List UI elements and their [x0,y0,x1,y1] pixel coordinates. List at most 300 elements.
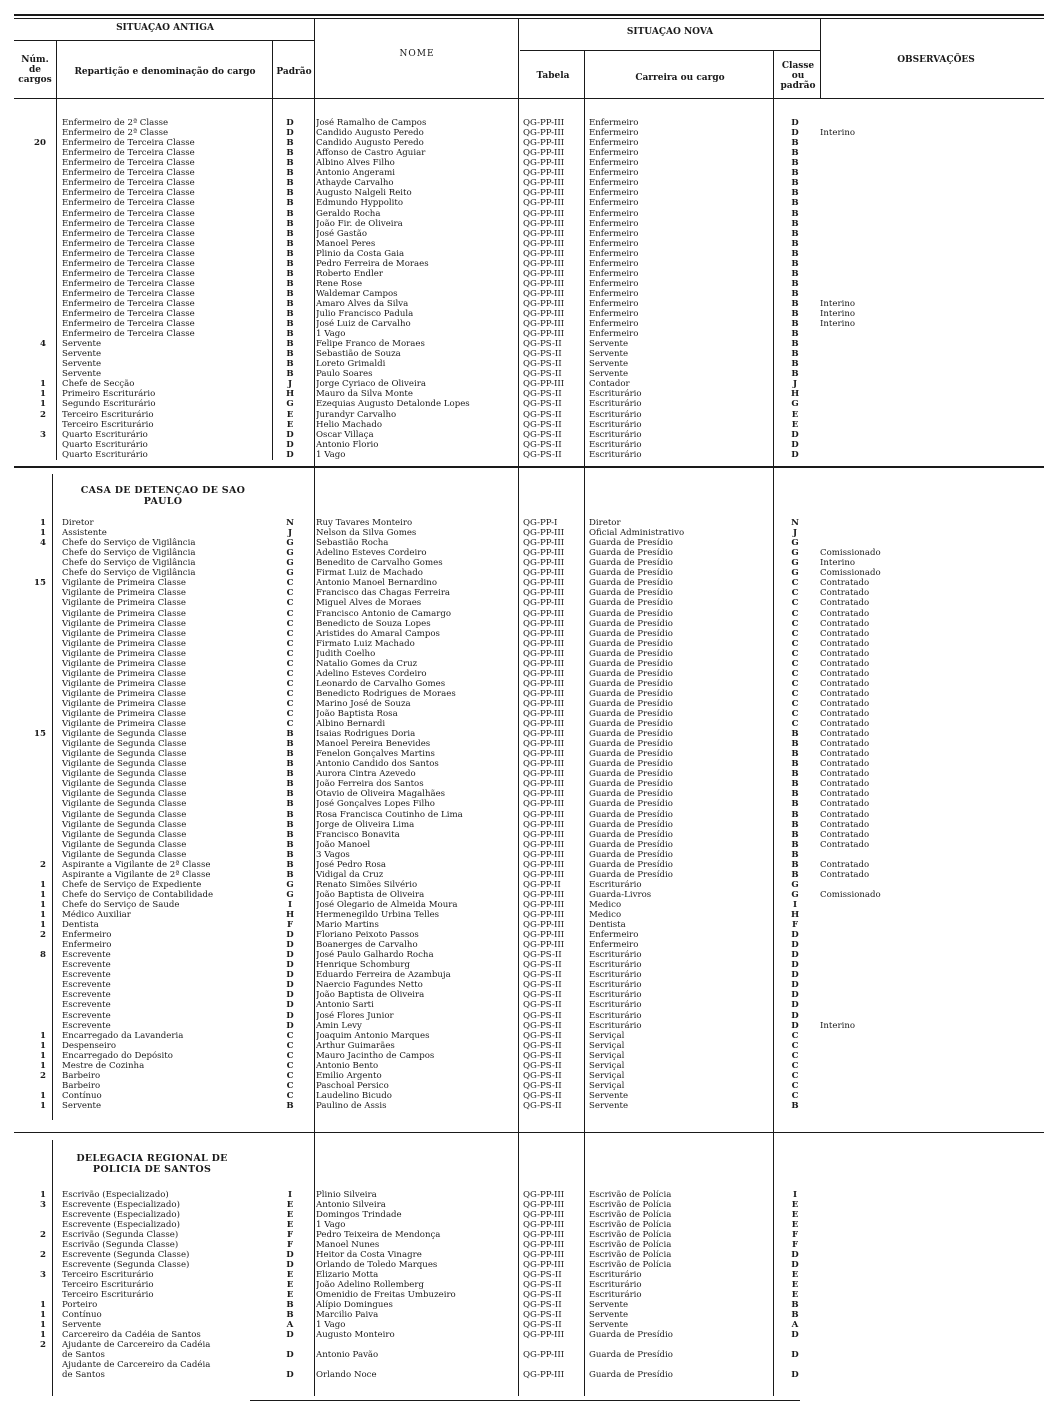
table-row [0,1280,1055,1290]
cargo-cell: Vigilante de Primeira Classe [62,709,186,719]
carreira-cell: Guarda de Presídio [589,759,673,770]
nome-cell: Antonio Florio [316,439,379,450]
obs-cell: Interino [820,128,856,139]
tabela-cell: QG-PS-II [523,960,562,971]
carreira-cell: Guarda de Presídio [589,1330,673,1340]
tabela-cell: QG-PP-III [523,1350,565,1360]
classe-cell: G [791,568,799,579]
carreira-cell: Enfermeiro [589,158,639,169]
padrao-cell: N [286,518,294,528]
padrao-cell: J [287,379,293,390]
table-row [0,518,1055,528]
nome-cell: José Pedro Rosa [316,859,387,870]
padrao-cell: A [286,1320,294,1330]
padrao-cell: B [286,309,294,319]
padrao-cell: C [286,1080,294,1091]
tabela-cell: QG-PP-III [523,548,565,559]
padrao-cell: H [285,910,295,920]
obs-cell: Contratado [820,769,870,780]
nome-cell: 1 Vago [316,449,346,460]
carreira-cell: Guarda de Presídio [589,789,673,800]
cargo-cell: Vigilante de Primeira Classe [62,618,186,629]
tabela-cell: QG-PS-II [523,409,562,420]
carreira-cell: Escrivão de Polícia [589,1250,672,1260]
padrao-cell: C [286,678,294,689]
nome-cell: Athayde Carvalho [316,178,394,189]
padrao-cell: B [286,849,294,860]
table-row [0,389,1055,399]
carreira-cell: Enfermeiro [589,188,639,199]
table-row [0,1061,1055,1071]
classe-cell: E [791,409,799,420]
nome-cell: Alípio Domingues [316,1300,393,1310]
nome-cell: Adelino Esteves Cordeiro [316,548,427,559]
carreira-cell: Guarda de Presídio [589,578,673,589]
cargo-cell: Terceiro Escriturário [62,419,154,430]
carreira-cell: Escriturário [589,399,642,410]
nome-cell: Jurandyr Carvalho [316,409,397,420]
carreira-cell: Escriturário [589,1290,642,1300]
tabela-cell: QG-PS-II [523,1070,562,1081]
padrao-cell: D [286,1010,294,1021]
cargo-cell: Escrevente (Segunda Classe) [62,1250,190,1260]
cargo-cell: Enfermeiro de Terceira Classe [62,168,195,179]
carreira-cell: Guarda de Presídio [589,729,673,740]
tabela-cell: QG-PS-II [523,419,562,430]
obs-cell: Interino [820,309,856,319]
table-row [0,960,1055,970]
carreira-cell: Guarda de Presídio [589,849,673,860]
table-row [0,578,1055,588]
nome-cell: Firmato Luiz Machado [316,638,415,649]
carreira-cell: Enfermeiro [589,128,639,139]
classe-cell: C [791,678,799,689]
section-title: CASA DE DETENÇAO DE SAO PAULO [80,485,246,507]
carreira-cell: Serviçal [589,1060,625,1071]
carreira-cell: Guarda de Presídio [589,648,673,659]
carreira-cell: Enfermeiro [589,258,639,269]
cargo-cell: Aspirante a Vigilante de 2ª Classe [62,859,211,870]
carreira-cell: Servente [589,349,629,360]
top-rule-thin [14,18,1044,19]
tabela-cell: QG-PP-III [523,1330,565,1340]
nome-cell: Roberto Endler [316,268,383,279]
cargo-cell: Escrevente [62,980,111,991]
classe-cell: D [791,1250,799,1260]
padrao-cell: G [286,399,294,410]
padrao-cell: B [286,168,294,179]
classe-cell: D [791,940,799,951]
padrao-cell: B [286,218,294,229]
nome-cell: Augusto Monteiro [316,1330,395,1340]
carreira-cell: Contador [589,379,630,390]
carreira-cell: Enfermeiro [589,288,639,299]
classe-cell: C [791,688,799,699]
padrao-cell: G [286,889,294,900]
table-row [0,369,1055,379]
padrao-cell: D [286,1370,294,1380]
padrao-cell: D [286,1330,294,1340]
classe-cell: B [791,178,799,189]
classe-cell: B [791,839,799,850]
header-situacao-nova: SITUAÇAO NOVA [626,27,714,37]
carreira-cell: Guarda de Presídio [589,538,673,549]
padrao-cell: G [286,558,294,569]
tabela-cell: QG-PS-II [523,1290,562,1300]
table-row [0,980,1055,990]
cargo-cell: Vigilante de Primeira Classe [62,698,186,709]
table-row [0,1051,1055,1061]
num-cell: 1 [40,1060,46,1071]
classe-cell: B [791,188,799,199]
nome-cell: Jorge Cyriaco de Oliveira [316,379,426,390]
cargo-cell: Enfermeiro de Terceira Classe [62,278,195,289]
tabela-cell: QG-PS-II [523,1000,562,1011]
nome-cell: José Ramalho de Campos [316,118,427,128]
classe-cell: C [791,1070,799,1081]
tabela-cell: QG-PP-III [523,598,565,609]
tabela-cell: QG-PP-III [523,558,565,569]
tabela-cell: QG-PP-III [523,739,565,750]
tabela-cell: QG-PP-III [523,789,565,800]
classe-cell: C [791,648,799,659]
table-row [0,1031,1055,1041]
tabela-cell: QG-PP-III [523,128,565,139]
nome-cell: Manoel Peres [316,238,376,249]
cargo-cell: Enfermeiro de Terceira Classe [62,319,195,329]
cargo-cell: Escrevente [62,970,111,981]
nome-cell: Augusto Nalgeli Reito [316,188,412,199]
cargo-cell: Servente [62,339,102,350]
tabela-cell: QG-PP-III [523,869,565,880]
nome-cell: Rosa Francisca Coutinho de Lima [316,809,463,820]
padrao-cell: B [286,729,294,740]
nome-cell: Paulino de Assis [316,1100,387,1111]
obs-cell: Interino [820,1020,856,1031]
cargo-cell: Vigilante de Primeira Classe [62,608,186,619]
table-row [0,339,1055,349]
tabela-cell: QG-PS-II [523,1090,562,1101]
tabela-cell: QG-PS-II [523,970,562,981]
nome-cell: Pedro Ferreira de Moraes [316,258,429,269]
carreira-cell: Guarda de Presídio [589,678,673,689]
table-row [0,1021,1055,1031]
padrao-cell: B [286,158,294,169]
num-cell: 2 [40,859,46,870]
cargo-cell: Vigilante de Segunda Classe [62,739,187,750]
padrao-cell: C [286,638,294,649]
table-row [0,1310,1055,1320]
table-row [0,168,1055,178]
table-row [0,1041,1055,1051]
cargo-cell: Enfermeiro de Terceira Classe [62,188,195,199]
table-row [0,920,1055,930]
table-row [0,538,1055,548]
classe-cell: B [791,168,799,179]
obs-cell: Contratado [820,719,870,729]
nome-cell: José Luiz de Carvalho [316,319,411,329]
cargo-cell: Vigilante de Segunda Classe [62,789,187,800]
cargo-cell: Vigilante de Segunda Classe [62,779,187,790]
padrao-cell: C [286,719,294,729]
padrao-cell: B [286,288,294,299]
tabela-cell: QG-PS-II [523,1060,562,1071]
nome-cell: Oscar Villaça [316,429,374,440]
cargo-cell: Dentista [62,920,99,930]
carreira-cell: Enfermeiro [589,248,639,259]
nome-cell: Emilio Argento [316,1070,382,1081]
table-row [0,219,1055,229]
tabela-cell: QG-PP-III [523,839,565,850]
obs-cell: Contratado [820,688,870,699]
cargo-cell: Escrevente [62,1020,111,1031]
padrao-cell: D [286,1250,294,1260]
nome-cell: Manoel Nunes [316,1240,380,1250]
cargo-cell: Escrevente (Segunda Classe) [62,1260,190,1270]
tabela-cell: QG-PP-III [523,379,565,390]
tabela-cell: QG-PP-III [523,319,565,329]
carreira-cell: Escriturário [589,439,642,450]
cargo-cell: Chefe do Serviço de Vigilância [62,548,196,559]
padrao-cell: B [286,208,294,219]
table-row [0,1370,1055,1380]
tabela-cell: QG-PS-II [523,950,562,961]
table-row [0,1230,1055,1240]
cargo-cell: Vigilante de Segunda Classe [62,799,187,810]
cargo-cell: Chefe de Secção [62,379,135,390]
table-row [0,1260,1055,1270]
carreira-cell: Guarda de Presídio [589,1350,673,1360]
nome-cell: Francisco Bonavita [316,829,400,840]
table-row [0,598,1055,608]
tabela-cell: QG-PP-III [523,608,565,619]
classe-cell: C [791,1030,799,1041]
obs-cell: Contratado [820,608,870,619]
carreira-cell: Servente [589,1320,629,1330]
cargo-cell: Escrivão (Segunda Classe) [62,1240,179,1250]
tabela-cell: QG-PP-III [523,779,565,790]
nome-cell: Paulo Soares [316,369,373,380]
table-row [0,639,1055,649]
nome-cell: Miguel Alves de Moraes [316,598,422,609]
padrao-cell: C [286,1060,294,1071]
nome-cell: Ezequias Augusto Detalonde Lopes [316,399,470,410]
nome-cell: Antonio Sarti [316,1000,374,1011]
carreira-cell: Guarda de Presídio [589,869,673,880]
padrao-cell: G [286,538,294,549]
carreira-cell: Oficial Administrativo [589,528,685,539]
classe-cell: A [791,1320,799,1330]
tabela-cell: QG-PS-II [523,990,562,1001]
obs-cell: Contratado [820,578,870,589]
nome-cell: Waldemar Campos [316,288,398,299]
carreira-cell: Escrivão de Polícia [589,1200,672,1210]
classe-cell: B [791,309,799,319]
nome-cell: José Olegario de Almeida Moura [316,899,458,910]
carreira-cell: Medico [589,910,622,920]
padrao-cell: I [287,899,293,910]
nome-cell: Renato Simões Silvério [316,879,418,890]
obs-cell: Contratado [820,628,870,639]
cargo-cell: Vigilante de Segunda Classe [62,819,187,830]
tabela-cell: QG-PP-III [523,678,565,689]
classe-cell: D [791,1000,799,1011]
obs-cell: Contratado [820,869,870,880]
table-row [0,709,1055,719]
obs-cell: Contratado [820,588,870,599]
padrao-cell: C [286,1070,294,1081]
padrao-cell: D [286,1000,294,1011]
classe-cell: J [792,379,798,390]
padrao-cell: C [286,658,294,669]
classe-cell: B [791,849,799,860]
padrao-cell: B [286,749,294,760]
tabela-cell: QG-PS-II [523,1020,562,1031]
classe-cell: F [791,920,799,930]
carreira-cell: Guarda de Presídio [589,859,673,870]
obs-cell: Contratado [820,658,870,669]
obs-cell: Interino [820,298,856,309]
classe-cell: D [791,930,799,941]
nome-cell: Edmundo Hyppolito [316,198,404,209]
table-row [0,830,1055,840]
carreira-cell: Servente [589,1310,629,1320]
table-row [0,1000,1055,1010]
cargo-cell: Escrevente [62,1000,111,1011]
cargo-cell: Aspirante a Vigilante de 2ª Classe [62,869,211,880]
tabela-cell: QG-PP-III [523,329,565,340]
table-row [0,128,1055,138]
classe-cell: B [791,819,799,830]
classe-cell: C [791,709,799,719]
cargo-cell: Escrevente [62,990,111,1001]
table-row [0,269,1055,279]
classe-cell: C [791,598,799,609]
table-row [0,739,1055,749]
nome-cell: Paschoal Persico [316,1080,389,1091]
nome-cell: João Baptista de Oliveira [316,990,425,1001]
nome-cell: Jorge de Oliveira Lima [316,819,415,830]
classe-cell: B [791,278,799,289]
carreira-cell: Enfermeiro [589,329,639,340]
carreira-cell: Enfermeiro [589,198,639,209]
tabela-cell: QG-PS-II [523,1280,562,1290]
tabela-cell: QG-PP-III [523,578,565,589]
padrao-cell: C [286,1040,294,1051]
cargo-cell: Enfermeiro de Terceira Classe [62,238,195,249]
tabela-cell: QG-PP-III [523,809,565,820]
tabela-cell: QG-PP-II [523,879,561,890]
cargo-cell: de Santos [62,1350,105,1360]
classe-cell: B [791,339,799,350]
cargo-cell: Chefe do Serviço de Vigilância [62,568,196,579]
num-cell: 2 [40,1070,46,1081]
classe-cell: E [791,419,799,430]
tabela-cell: QG-PP-III [523,628,565,639]
table-row [0,379,1055,389]
tabela-cell: QG-PS-II [523,1080,562,1091]
nome-cell: Joaquim Antonio Marques [316,1030,430,1041]
tabela-cell: QG-PP-III [523,889,565,900]
cargo-cell: Quarto Escriturário [62,449,148,460]
table-row [0,880,1055,890]
tabela-cell: QG-PP-III [523,1200,565,1210]
cargo-cell: Chefe do Serviço de Saude [62,899,180,910]
padrao-cell: B [286,1310,294,1320]
classe-cell: B [791,228,799,239]
nome-cell: Aristides do Amaral Campos [316,628,440,639]
bottom-rule [250,1400,800,1401]
classe-cell: D [791,1260,799,1270]
cargo-cell: Servente [62,1320,102,1330]
padrao-cell: F [286,920,294,930]
cargo-cell: Vigilante de Primeira Classe [62,578,186,589]
padrao-cell: G [286,568,294,579]
carreira-cell: Servente [589,1300,629,1310]
classe-cell: B [791,138,799,149]
num-cell: 1 [40,889,46,900]
carreira-cell: Serviçal [589,1050,625,1061]
carreira-cell: Guarda de Presídio [589,1370,673,1380]
table-row [0,1101,1055,1111]
carreira-cell: Escriturário [589,449,642,460]
classe-cell: B [791,268,799,279]
cargo-cell: Ajudante de Carcereiro da Cadéia [62,1360,211,1370]
cargo-cell: Assistente [62,528,107,539]
nome-cell: Amin Levy [316,1020,362,1031]
carreira-cell: Guarda de Presídio [589,829,673,840]
carreira-cell: Escriturário [589,879,642,890]
table-row [0,649,1055,659]
num-cell: 2 [40,930,46,941]
cargo-cell: Enfermeiro de Terceira Classe [62,288,195,299]
obs-cell: Contratado [820,809,870,820]
cargo-cell: Servente [62,1100,102,1111]
cargo-cell: Quarto Escriturário [62,439,148,450]
num-cell: 1 [40,1100,46,1111]
padrao-cell: E [286,1200,294,1210]
classe-cell: C [791,1050,799,1061]
classe-cell: B [791,288,799,299]
table-row [0,349,1055,359]
carreira-cell: Enfermeiro [589,138,639,149]
nome-cell: Orlando de Toledo Marques [316,1260,438,1270]
padrao-cell: D [286,950,294,961]
header-carreira: Carreira ou cargo [635,73,725,83]
cargo-cell: Enfermeiro de Terceira Classe [62,218,195,229]
tabela-cell: QG-PS-II [523,1010,562,1021]
padrao-cell: G [286,548,294,559]
tabela-cell: QG-PP-III [523,849,565,860]
carreira-cell: Guarda de Presídio [589,588,673,599]
cargo-cell: Vigilante de Segunda Classe [62,769,187,780]
classe-cell: B [791,859,799,870]
num-cell: 2 [40,1230,46,1240]
classe-cell: B [791,208,799,219]
classe-cell: B [791,829,799,840]
padrao-cell: B [286,1100,294,1111]
tabela-cell: QG-PP-III [523,278,565,289]
nome-cell: Pedro Teixeira de Mendonça [316,1230,441,1240]
tabela-cell: QG-PP-III [523,168,565,179]
classe-cell: C [791,668,799,679]
classe-cell: C [791,1040,799,1051]
cargo-cell: Enfermeiro de Terceira Classe [62,258,195,269]
carreira-cell: Escriturário [589,389,642,400]
cargo-cell: Vigilante de Primeira Classe [62,658,186,669]
nome-cell: José Flores Junior [316,1010,394,1021]
padrao-cell: C [286,618,294,629]
